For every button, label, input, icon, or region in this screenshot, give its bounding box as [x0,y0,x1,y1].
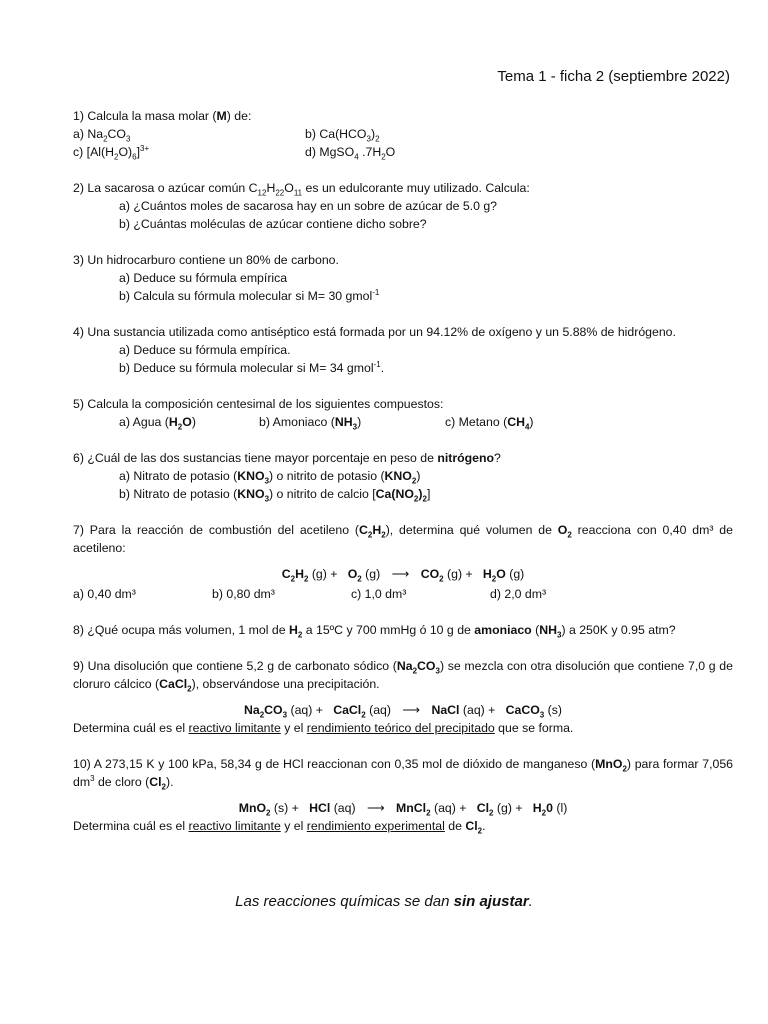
question-6-intro: 6) ¿Cuál de las dos sustancias tiene mayor porcentaje en peso de nitrógeno? [73,451,501,465]
question-7-option-d: d) 2,0 dm³ [490,587,547,601]
question-7-option-c: c) 1,0 dm³ [351,587,407,601]
question-2-intro: 2) La sacarosa o azúcar común $C_{12}H_{22}O_{11}$ es un edulcorante muy utilizado. Calcula: [73,181,530,198]
question-7-options [73,585,733,603]
question-9-task: Determina cuál es el reactivo limitante y el rendimiento teórico del precipitado que se forma. [73,721,574,735]
question-3-option-a: a) Deduce su fórmula empírica [119,271,288,285]
question-2-option-a: a) ¿Cuántos moles de sacarosa hay en un sobre de azúcar de 5.0 g? [119,199,498,213]
exercise-list [73,107,733,835]
question-4-intro: 4) Una sustancia utilizada como antiséptico está formada por un 94.12% de oxígeno y un 5.88% de hidrógeno. [73,325,676,339]
question-5-option-c: c) Metano $(CH_4)$ [445,415,534,432]
question-9-intro: 9) Una disolución que contiene 5,2 g de carbonato sódico $(Na_2CO_3)$ se mezcla con otra disolución que contiene 7,0 g de cloruro cálcico (CaCl$_2$), observándose una precipitación. [73,659,733,694]
question-10-task: Determina cuál es el reactivo limitante y el rendimiento experimental de $Cl_2$. [73,819,486,836]
question-1-option-c: c) $[Al(H_2O)_6]^{3+}$ [73,143,150,162]
question-6-option-a: a) Nitrato de potasio $(KNO_3)$ o nitrito de potasio $(KNO_2)$ [119,469,421,486]
question-1-row-1 [73,125,733,143]
question-9-reaction: $Na_2CO_3$ (aq) + CaCl$_2$ (aq) ⟶ NaCl (aq) + CaCO$_3$ (s) [243,703,563,720]
question-1-option-b: b) $Ca(HCO_3)_2$ [305,127,380,144]
question-6-option-b: b) Nitrato de potasio $(KNO_3)$ o nitrito de calcio $[Ca(NO_2)_2]$ [119,487,431,504]
question-7-option-b: b) 0,80 dm³ [212,587,275,601]
footer-note: Las reacciones químicas se dan sin ajustar. [235,893,533,910]
question-8-intro: 8) ¿Qué ocupa más volumen, 1 mol de $H_2$ a 15ºC y 700 mmHg ó 10 g de amoniaco $(NH_3)$ a 250K y 0.95 atm? [73,623,676,640]
question-3-intro: 3) Un hidrocarburo contiene un 80% de carbono. [73,253,339,267]
question-7-intro: 7) Para la reacción de combustión del acetileno $(C_2H_2)$, determina qué volumen de $O_2$ reacciona con 0,40 dm³ de acetileno: [73,523,733,555]
question-2-option-b: b) ¿Cuántas moléculas de azúcar contiene dicho sobre? [119,217,427,231]
question-10-reaction: MnO$_2$ (s) + HCl (aq) ⟶ MnCl$_2$ $(aq) + Cl_2$ $(g) + H_20$ (l) [238,801,568,818]
question-5-option-a: a) Agua $(H_2O)$ [119,415,196,432]
page-title: Tema 1 - ficha 2 (septiembre 2022) [497,68,730,85]
question-1-row-2 [73,143,733,161]
question-3-option-b: b) Calcula su fórmula molecular si M= 30 gmol$^{-1}$ [119,287,380,303]
question-7-reaction: $C_2H_2$ $(g) + O_2$ (g) ⟶ $CO_2$ $(g) + H_2O$ (g) [281,567,525,584]
question-5-option-b: b) Amoniaco $(NH_3)$ [259,415,362,432]
question-7-option-a: a) 0,40 dm³ [73,587,136,601]
question-1-option-d: d) MgSO$_4$ $.7H_2O$ [305,145,396,162]
question-4-option-b: b) Deduce su fórmula molecular si M= 34 gmol$^{-1}$. [119,359,385,375]
question-5-intro: 5) Calcula la composición centesimal de los siguientes compuestos: [73,397,444,411]
question-5-options [73,413,733,431]
question-1-option-a: a) $Na_2CO_3$ [73,127,131,144]
question-10-intro: 10) A 273,15 K y 100 kPa, 58,34 g de HCl reaccionan con 0,35 mol de dióxido de manganeso (MnO$_2$) para formar 7,056 $dm^3$ de cloro $(Cl_2)$. [73,757,733,792]
question-1-intro: 1) Calcula la masa molar (M) de: [73,109,252,123]
question-4-option-a: a) Deduce su fórmula empírica. [119,343,291,357]
